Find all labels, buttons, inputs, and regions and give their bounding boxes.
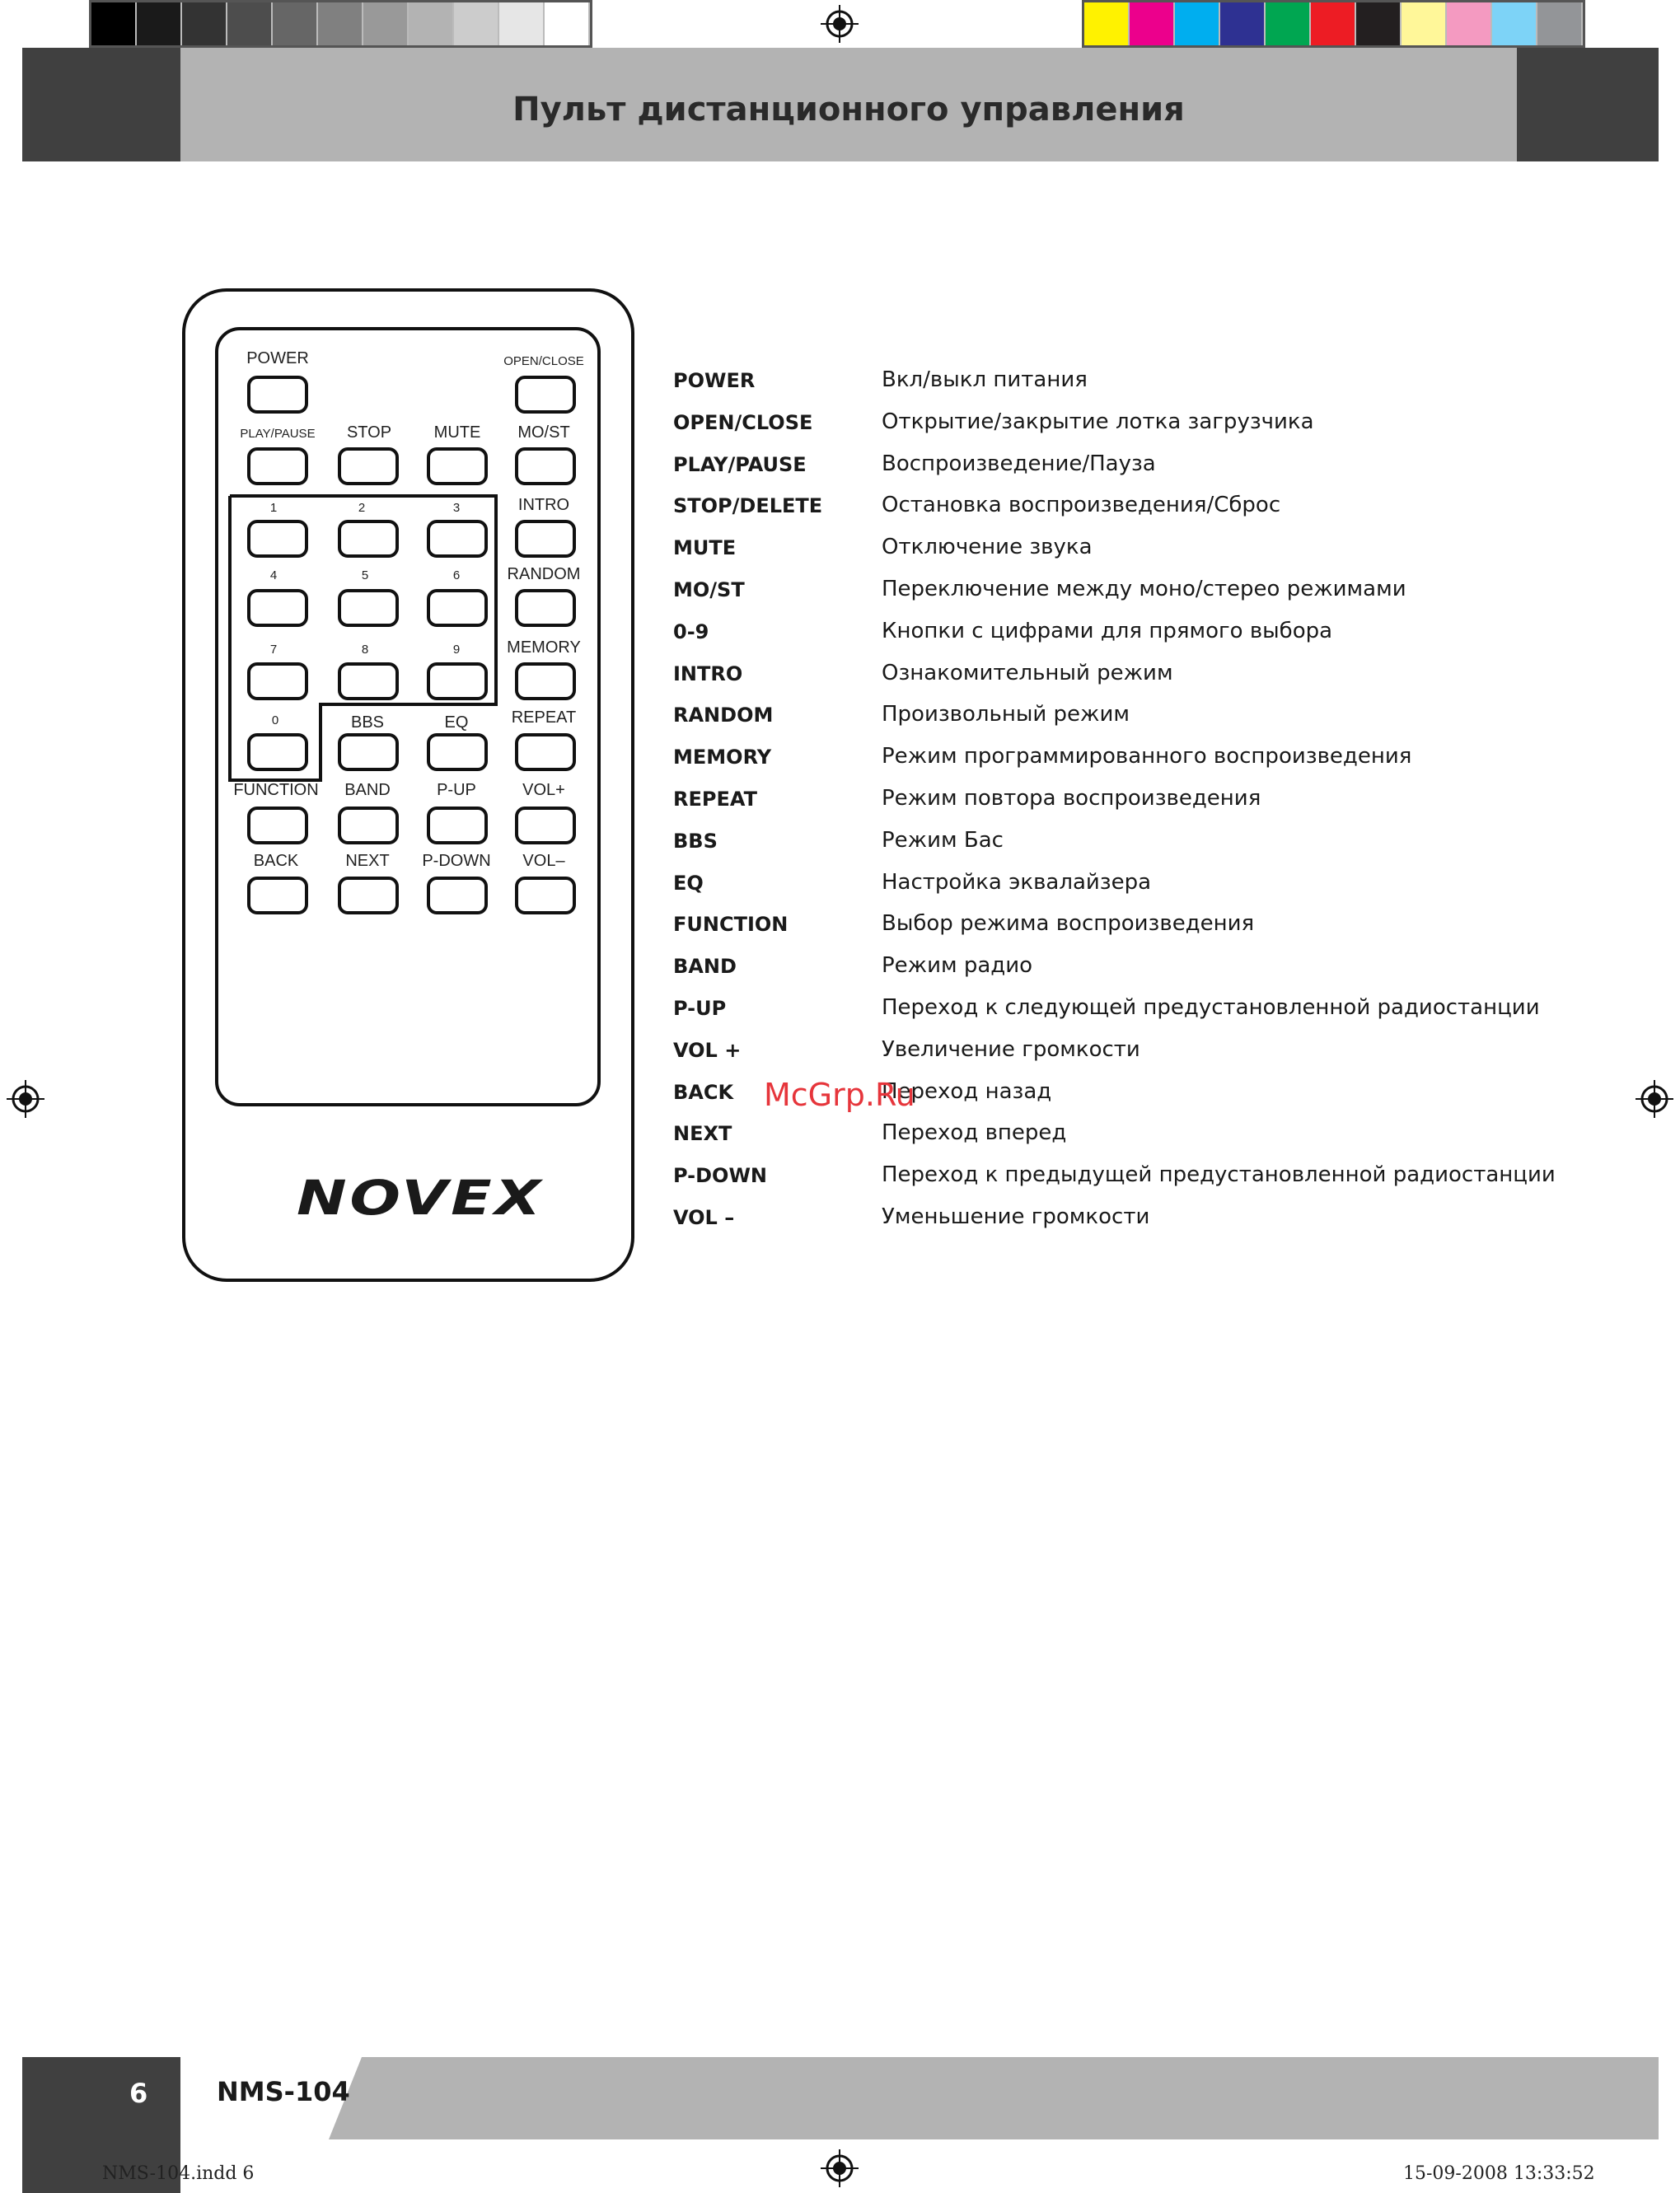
stop-button[interactable] (338, 447, 399, 485)
label-7: 7 (269, 643, 278, 657)
legend-term: MO/ST (673, 578, 745, 601)
legend-description: Выбор режима воспроизведения (882, 911, 1255, 937)
brand-logo: NOVEX (297, 1170, 545, 1226)
label-8: 8 (361, 643, 369, 657)
eq-button[interactable] (427, 733, 488, 771)
bbs-button[interactable] (338, 733, 399, 771)
function-button[interactable] (247, 807, 308, 844)
digit-4-button[interactable] (247, 589, 308, 627)
power-button[interactable] (247, 376, 308, 414)
back-button[interactable] (247, 877, 308, 914)
header-right-block (1517, 48, 1659, 161)
legend-term: P-DOWN (673, 1164, 768, 1188)
label-random: RANDOM (507, 565, 581, 583)
repeat-button[interactable] (515, 733, 576, 771)
label-9: 9 (452, 643, 461, 657)
legend-term: STOP/DELETE (673, 494, 823, 518)
color-swatch (1175, 2, 1220, 45)
digit-0-button[interactable] (247, 733, 308, 771)
mo-st-button[interactable] (515, 447, 576, 485)
grey-swatch (499, 2, 545, 45)
legend-description: Переход к следующей предустановленной радиостанции (882, 995, 1540, 1020)
digit-8-button[interactable] (338, 662, 399, 700)
digit-6-button[interactable] (427, 589, 488, 627)
vol-minus-button[interactable] (515, 877, 576, 914)
label-0: 0 (271, 713, 279, 727)
mute-button[interactable] (427, 447, 488, 485)
grey-swatch (91, 2, 137, 45)
color-swatch (1537, 2, 1583, 45)
label-p-up: P-UP (437, 781, 476, 799)
grey-swatch (273, 2, 318, 45)
intro-button[interactable] (515, 520, 576, 558)
legend-description: Кнопки с цифрами для прямого выбора (882, 618, 1333, 643)
legend-description: Ознакомительный режим (882, 660, 1173, 685)
grey-swatch (182, 2, 227, 45)
legend-term: 0-9 (673, 620, 709, 643)
label-vol-minus: VOL– (522, 852, 565, 870)
random-button[interactable] (515, 589, 576, 627)
legend-term: PLAY/PAUSE (673, 452, 807, 476)
digit-3-button[interactable] (427, 520, 488, 558)
legend-description: Режим радио (882, 953, 1033, 979)
label-band: BAND (344, 781, 391, 799)
label-5: 5 (361, 568, 369, 582)
open-close-button[interactable] (515, 376, 576, 414)
legend-description: Вкл/выкл питания (882, 367, 1088, 392)
legend-term: BACK (673, 1080, 734, 1104)
label-intro: INTRO (517, 496, 570, 514)
label-repeat: REPEAT (511, 708, 577, 727)
label-stop: STOP (346, 423, 392, 442)
legend-term: OPEN/CLOSE (673, 410, 813, 434)
color-colorbar (1082, 0, 1585, 48)
label-play-pause: PLAY/PAUSE (240, 427, 316, 441)
label-3: 3 (452, 501, 461, 515)
label-2: 2 (358, 501, 366, 515)
header-left-block (22, 48, 180, 161)
legend-term: NEXT (673, 1122, 732, 1146)
digit-7-button[interactable] (247, 662, 308, 700)
registration-mark-icon (821, 5, 859, 43)
legend-description: Режим повтора воспроизведения (882, 786, 1261, 811)
grey-swatch (545, 2, 590, 45)
page-title: Пульт дистанционного управления (512, 91, 1185, 129)
legend-description: Переход вперед (882, 1120, 1067, 1146)
legend-description: Увеличение громкости (882, 1036, 1140, 1062)
grey-swatch (409, 2, 454, 45)
legend-term: EQ (673, 871, 704, 895)
registration-mark-icon (1636, 1080, 1673, 1118)
legend-description: Настройка эквалайзера (882, 869, 1152, 895)
legend-term: VOL + (673, 1038, 742, 1062)
page-number: 6 (129, 2078, 148, 2109)
grey-swatch (137, 2, 182, 45)
legend-description: Воспроизведение/Пауза (882, 451, 1156, 476)
p-up-button[interactable] (427, 807, 488, 844)
legend-description: Отключение звука (882, 535, 1093, 560)
slug-date: 15-09-2008 13:33:52 (1403, 2163, 1595, 2184)
grey-swatch (363, 2, 409, 45)
label-p-down: P-DOWN (422, 852, 491, 870)
color-swatch (1220, 2, 1266, 45)
legend-description: Режим программированного воспроизведения (882, 744, 1412, 769)
legend-description: Переключение между моно/стерео режимами (882, 577, 1406, 601)
watermark: McGrp.Ru (764, 1077, 915, 1113)
legend-term: INTRO (673, 662, 743, 685)
slug-file: NMS-104.indd 6 (102, 2163, 255, 2184)
label-4: 4 (269, 568, 278, 582)
digit-1-button[interactable] (247, 520, 308, 558)
legend-description: Переход назад (882, 1078, 1052, 1104)
legend-term: P-UP (673, 997, 727, 1020)
registration-mark-icon (7, 1080, 44, 1118)
vol-plus-button[interactable] (515, 807, 576, 844)
legend-description: Уменьшение громкости (882, 1204, 1150, 1229)
legend-description: Произвольный режим (882, 702, 1130, 727)
color-swatch (1492, 2, 1537, 45)
label-mo-st: MO/ST (517, 423, 570, 442)
label-power: POWER (246, 349, 309, 367)
digit-9-button[interactable] (427, 662, 488, 700)
label-open-close: OPEN/CLOSE (503, 354, 584, 368)
color-swatch (1356, 2, 1402, 45)
color-swatch (1402, 2, 1447, 45)
legend-term: BAND (673, 955, 737, 979)
label-1: 1 (269, 501, 278, 515)
grey-swatch (227, 2, 273, 45)
legend-description: Режим Бас (882, 827, 1004, 853)
color-swatch (1130, 2, 1175, 45)
p-down-button[interactable] (427, 877, 488, 914)
label-next: NEXT (345, 852, 390, 870)
memory-button[interactable] (515, 662, 576, 700)
legend-term: VOL – (673, 1206, 735, 1229)
label-mute: MUTE (433, 423, 481, 442)
label-back: BACK (253, 852, 299, 870)
label-bbs: BBS (350, 713, 385, 732)
band-button[interactable] (338, 807, 399, 844)
legend-term: MEMORY (673, 746, 772, 769)
legend-term: MUTE (673, 536, 737, 560)
color-swatch (1311, 2, 1356, 45)
color-swatch (1266, 2, 1311, 45)
label-eq: EQ (444, 713, 469, 732)
legend-description: Переход к предыдущей предустановленной радиостанции (882, 1162, 1556, 1188)
legend-term: FUNCTION (673, 913, 789, 937)
greyscale-colorbar (89, 0, 592, 48)
label-6: 6 (452, 568, 461, 582)
label-memory: MEMORY (507, 638, 581, 657)
grey-swatch (318, 2, 363, 45)
grey-swatch (454, 2, 499, 45)
digit-2-button[interactable] (338, 520, 399, 558)
label-vol-plus: VOL+ (522, 781, 565, 799)
legend-term: POWER (673, 369, 756, 392)
color-swatch (1084, 2, 1130, 45)
play-pause-button[interactable] (247, 447, 308, 485)
legend-term: REPEAT (673, 788, 757, 811)
legend-term: RANDOM (673, 704, 774, 727)
model-name: NMS-104 (217, 2076, 350, 2107)
digit-5-button[interactable] (338, 589, 399, 627)
color-swatch (1447, 2, 1492, 45)
next-button[interactable] (338, 877, 399, 914)
legend-term: BBS (673, 829, 718, 853)
label-function: FUNCTION (233, 781, 319, 799)
legend-description: Остановка воспроизведения/Сброс (882, 493, 1281, 518)
legend-description: Открытие/закрытие лотка загрузчика (882, 409, 1314, 434)
